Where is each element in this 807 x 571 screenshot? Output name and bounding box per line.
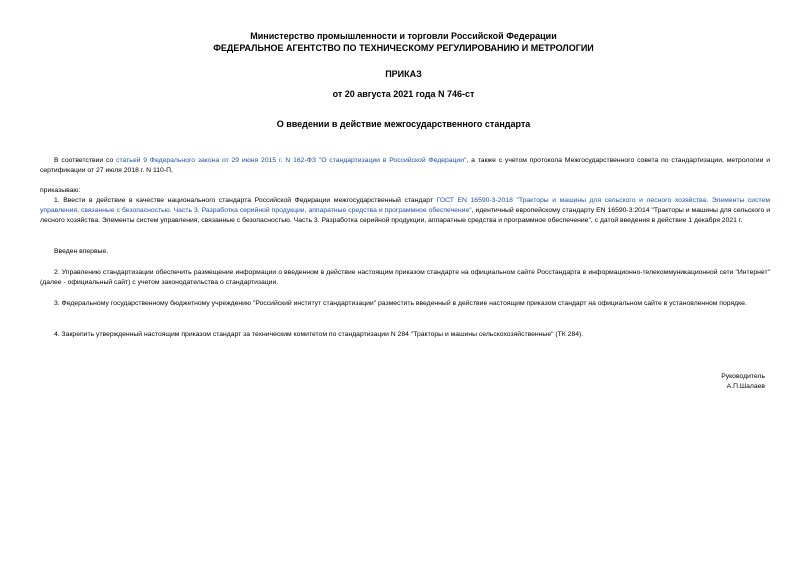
item-1-suffix: , идентичный европейскому стандарту EN 16590-3:2014 "Тракторы и машины для сельского и лесного хозяйства. Элементы систем управления, связанные с безопасностью. Часть 3. Разработка серийной продукции, аппаратные средства и программное обеспечение", с датой введения в действие 1 декабря 2021 г. <box>40 207 770 224</box>
doc-date-number: от 20 августа 2021 года N 746-ст <box>332 89 475 99</box>
doc-subject: О введении в действие межгосударственного стандарта <box>276 119 531 129</box>
introduced-note: Введен впервые. <box>54 248 109 255</box>
doc-type: ПРИКАЗ <box>385 69 422 79</box>
item-2-paragraph: 2. Управлению стандартизации обеспечить размещение информации о введенном в действие настоящим приказом стандарте на официальном сайте Росстандарта в информационно-телекоммуникационной сети "Интернет" (далее - официальный сайт) с учетом законодательства о стандартизации. <box>40 269 770 286</box>
item-4-paragraph: 4. Закрепить утвержденный настоящим приказом стандарт за техническим комитетом по стандартизации N 284 "Тракторы и машины сельскохозяйственные" (ТК 284). <box>54 331 584 338</box>
agency-name: ФЕДЕРАЛЬНОЕ АГЕНТСТВО ПО ТЕХНИЧЕСКОМУ РЕГУЛИРОВАНИЮ И МЕТРОЛОГИИ <box>213 43 594 53</box>
law-link[interactable]: статьей 9 Федерального закона от 29 июня 2015 г. N 162-ФЗ "О стандартизации в Российской Федерации" <box>116 157 467 164</box>
ministry-name: Министерство промышленности и торговли Российской Федерации <box>250 31 557 41</box>
preamble-paragraph <box>40 156 770 176</box>
signature-name: А.П.Шалаев <box>726 383 765 390</box>
order-word: приказываю: <box>40 187 81 194</box>
gost-link[interactable]: ГОСТ EN 16590-3-2018 "Тракторы и машины для сельского и лесного хозяйства. Элементы систем управления, связанные с безопасностью. Часть 3. Разработка серийной продукции, аппаратные средства и программное обеспечение" <box>40 197 770 214</box>
preamble-suffix: , а также с учетом протокола Межгосударственного совета по стандартизации, метрологии и сертификации от 27 июля 2018 г. N 110-П, <box>40 157 770 174</box>
signature-title: Руководитель <box>721 373 765 380</box>
item-3-paragraph: 3. Федеральному государственному бюджетному учреждению "Российский институт стандартизации" разместить введенный в действие настоящим приказом стандарт на официальном сайте в установленном порядке. <box>54 300 747 307</box>
item-1-prefix: 1. Ввести в действие в качестве национального стандарта Российской Федерации межгосударственный стандарт <box>54 197 437 204</box>
item-1-paragraph <box>40 196 770 226</box>
preamble-prefix: В соответствии со <box>54 157 117 164</box>
